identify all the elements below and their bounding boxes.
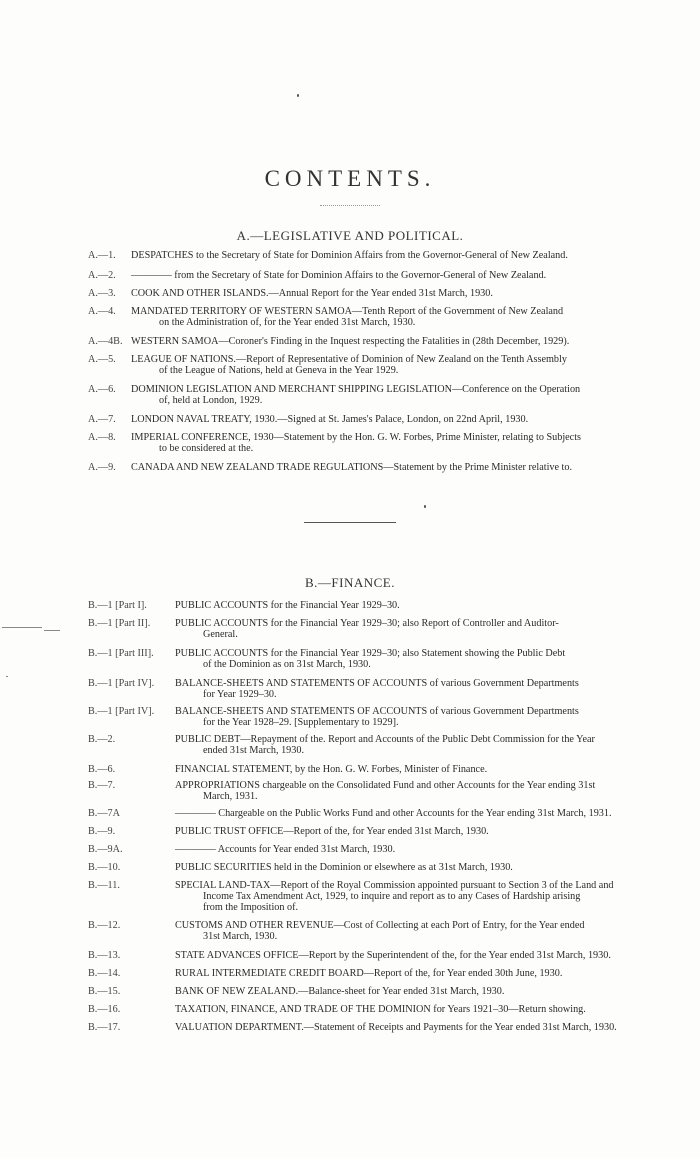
margin-mark (2, 627, 42, 628)
entry-text (131, 270, 630, 281)
entry-code: B.—9. (88, 826, 116, 837)
entry-line: BALANCE-SHEETS AND STATEMENTS OF ACCOUNTS of various Government Departments (175, 706, 579, 717)
entry-continuation-line: for the Year 1928–29. [Supplementary to 1929]. (203, 717, 399, 728)
entry-text (175, 950, 630, 961)
entry-code: B.—10. (88, 862, 121, 873)
entry-line: CANADA AND NEW ZEALAND TRADE REGULATIONS—Statement by the Prime Minister relative to. (131, 462, 573, 473)
entry-line: ———— from the Secretary of State for Dominion Affairs to the Governor-General of New Zealand. (131, 270, 547, 281)
entry-text (175, 808, 630, 819)
entry-continuation-line: of the League of Nations, held at Geneva in the Year 1929. (159, 365, 399, 376)
entry-text (175, 880, 630, 913)
entry-code: A.—7. (88, 414, 116, 425)
entry-continuation-line: General. (203, 629, 238, 640)
margin-mark (6, 676, 8, 677)
entry-code: B.—13. (88, 950, 121, 961)
entry-code: B.—1 [Part IV]. (88, 678, 155, 689)
entry-code: B.—11. (88, 880, 120, 891)
entry-line: BANK OF NEW ZEALAND.—Balance-sheet for Year ended 31st March, 1930. (175, 986, 505, 997)
entry-code: A.—4. (88, 306, 116, 317)
entry-text (175, 678, 630, 700)
entry-line: TAXATION, FINANCE, AND TRADE OF THE DOMINION for Years 1921–30—Return showing. (175, 1004, 586, 1015)
entry-text (175, 706, 630, 728)
entry-text (175, 734, 630, 756)
entry-continuation-line: 31st March, 1930. (203, 931, 278, 942)
entry-text (175, 986, 630, 997)
entry-text (175, 968, 630, 979)
entry-text (175, 600, 630, 611)
entry-code: B.—1 [Part IV]. (88, 706, 155, 717)
entry-continuation-line: of, held at London, 1929. (159, 395, 263, 406)
ink-speck (297, 94, 299, 97)
section-heading-b: B.—FINANCE. (304, 575, 395, 590)
entry-text (131, 250, 630, 261)
entry-continuation-line: from the Imposition of. (203, 902, 299, 913)
ornament-divider (320, 205, 380, 207)
entry-code: A.—6. (88, 384, 116, 395)
entry-code: B.—2. (88, 734, 116, 745)
entry-line: SPECIAL LAND-TAX—Report of the Royal Commission appointed pursuant to Section 3 of the Land and (175, 880, 614, 891)
entry-line: VALUATION DEPARTMENT.—Statement of Receipts and Payments for the Year ended 31st March, 1930. (175, 1022, 617, 1033)
entry-code: B.—12. (88, 920, 121, 931)
entry-text (175, 826, 630, 837)
entry-code: B.—16. (88, 1004, 121, 1015)
entry-text (131, 414, 630, 425)
entry-code: B.—1 [Part II]. (88, 618, 151, 629)
entry-line: LONDON NAVAL TREATY, 1930.—Signed at St. James's Palace, London, on 22nd April, 1930. (131, 414, 529, 425)
entry-line: MANDATED TERRITORY OF WESTERN SAMOA—Tenth Report of the Government of New Zealand (131, 306, 564, 317)
entry-code: A.—1. (88, 250, 116, 261)
entry-line: RURAL INTERMEDIATE CREDIT BOARD—Report of the, for Year ended 30th June, 1930. (175, 968, 563, 979)
entry-text (175, 648, 630, 670)
entry-text (131, 384, 630, 406)
entry-text (131, 354, 630, 376)
entry-line: ———— Chargeable on the Public Works Fund and other Accounts for the Year ending 31st March, 1931. (175, 808, 612, 819)
entry-line: PUBLIC ACCOUNTS for the Financial Year 1929–30; also Report of Controller and Auditor- (175, 618, 559, 629)
entry-text (175, 780, 630, 802)
section-divider (304, 522, 396, 523)
entry-continuation-line: of the Dominion as on 31st March, 1930. (203, 659, 371, 670)
entry-code: B.—14. (88, 968, 121, 979)
entry-text (131, 336, 630, 347)
entry-line: BALANCE-SHEETS AND STATEMENTS OF ACCOUNTS of various Government Departments (175, 678, 579, 689)
entry-continuation-line: March, 1931. (203, 791, 258, 802)
entry-text (175, 1004, 630, 1015)
entry-code: B.—7A (88, 808, 120, 819)
entry-code: A.—2. (88, 270, 116, 281)
entry-line: STATE ADVANCES OFFICE—Report by the Superintendent of the, for the Year ended 31st March, 1930. (175, 950, 611, 961)
entry-code: B.—15. (88, 986, 121, 997)
entry-code: B.—1 [Part I]. (88, 600, 147, 611)
entry-code: B.—17. (88, 1022, 121, 1033)
entry-continuation-line: ended 31st March, 1930. (203, 745, 305, 756)
entry-text (175, 844, 630, 855)
page-title: CONTENTS. (264, 166, 436, 191)
entry-code: B.—1 [Part III]. (88, 648, 154, 659)
entry-line: PUBLIC TRUST OFFICE—Report of the, for Year ended 31st March, 1930. (175, 826, 489, 837)
entry-text (131, 462, 630, 473)
entry-code: A.—5. (88, 354, 116, 365)
entry-line: APPROPRIATIONS chargeable on the Consolidated Fund and other Accounts for the Year ending 31st (175, 780, 596, 791)
entry-code: A.—8. (88, 432, 116, 443)
entry-text (175, 862, 630, 873)
entry-text (175, 920, 630, 942)
entry-line: PUBLIC ACCOUNTS for the Financial Year 1929–30; also Statement showing the Public Debt (175, 648, 566, 659)
section-heading-a: A.—LEGISLATIVE AND POLITICAL. (236, 228, 464, 243)
entry-line: COOK AND OTHER ISLANDS.—Annual Report for the Year ended 31st March, 1930. (131, 288, 493, 299)
entry-code: B.—6. (88, 764, 116, 775)
entry-line: PUBLIC ACCOUNTS for the Financial Year 1929–30. (175, 600, 400, 611)
entry-line: LEAGUE OF NATIONS.—Report of Representative of Dominion of New Zealand on the Tenth Assembly (131, 354, 567, 365)
entry-code: A.—9. (88, 462, 116, 473)
entry-text (131, 288, 630, 299)
entry-code: A.—3. (88, 288, 116, 299)
entry-text (175, 764, 630, 775)
entry-line: IMPERIAL CONFERENCE, 1930—Statement by the Hon. G. W. Forbes, Prime Minister, relating to Subjects (131, 432, 581, 443)
ink-speck (424, 505, 426, 508)
entry-line: DOMINION LEGISLATION AND MERCHANT SHIPPING LEGISLATION—Conference on the Operation (131, 384, 581, 395)
entry-continuation-line: for Year 1929–30. (203, 689, 277, 700)
entry-code: B.—7. (88, 780, 116, 791)
entry-text (131, 432, 630, 454)
entry-code: A.—4B. (88, 336, 123, 347)
entry-line: ———— Accounts for Year ended 31st March, 1930. (175, 844, 396, 855)
entry-line: PUBLIC DEBT—Repayment of the. Report and Accounts of the Public Debt Commission for the Year (175, 734, 595, 745)
margin-mark (44, 630, 60, 631)
entry-continuation-line: on the Administration of, for the Year ended 31st March, 1930. (159, 317, 416, 328)
entry-continuation-line: to be considered at the. (159, 443, 254, 454)
entry-line: PUBLIC SECURITIES held in the Dominion or elsewhere as at 31st March, 1930. (175, 862, 513, 873)
entry-line: WESTERN SAMOA—Coroner's Finding in the Inquest respecting the Fatalities in (28th December, 1929). (131, 336, 570, 347)
entry-text (131, 306, 630, 328)
entry-line: DESPATCHES to the Secretary of State for Dominion Affairs from the Governor-General of New Zealand. (131, 250, 568, 261)
entry-text (175, 1022, 630, 1033)
entry-line: CUSTOMS AND OTHER REVENUE—Cost of Collecting at each Port of Entry, for the Year ended (175, 920, 585, 931)
entry-line: FINANCIAL STATEMENT, by the Hon. G. W. Forbes, Minister of Finance. (175, 764, 488, 775)
entry-code: B.—9A. (88, 844, 123, 855)
entry-text (175, 618, 630, 640)
entry-continuation-line: Income Tax Amendment Act, 1929, to inquire and report as to any Cases of Hardship arising (203, 891, 581, 902)
